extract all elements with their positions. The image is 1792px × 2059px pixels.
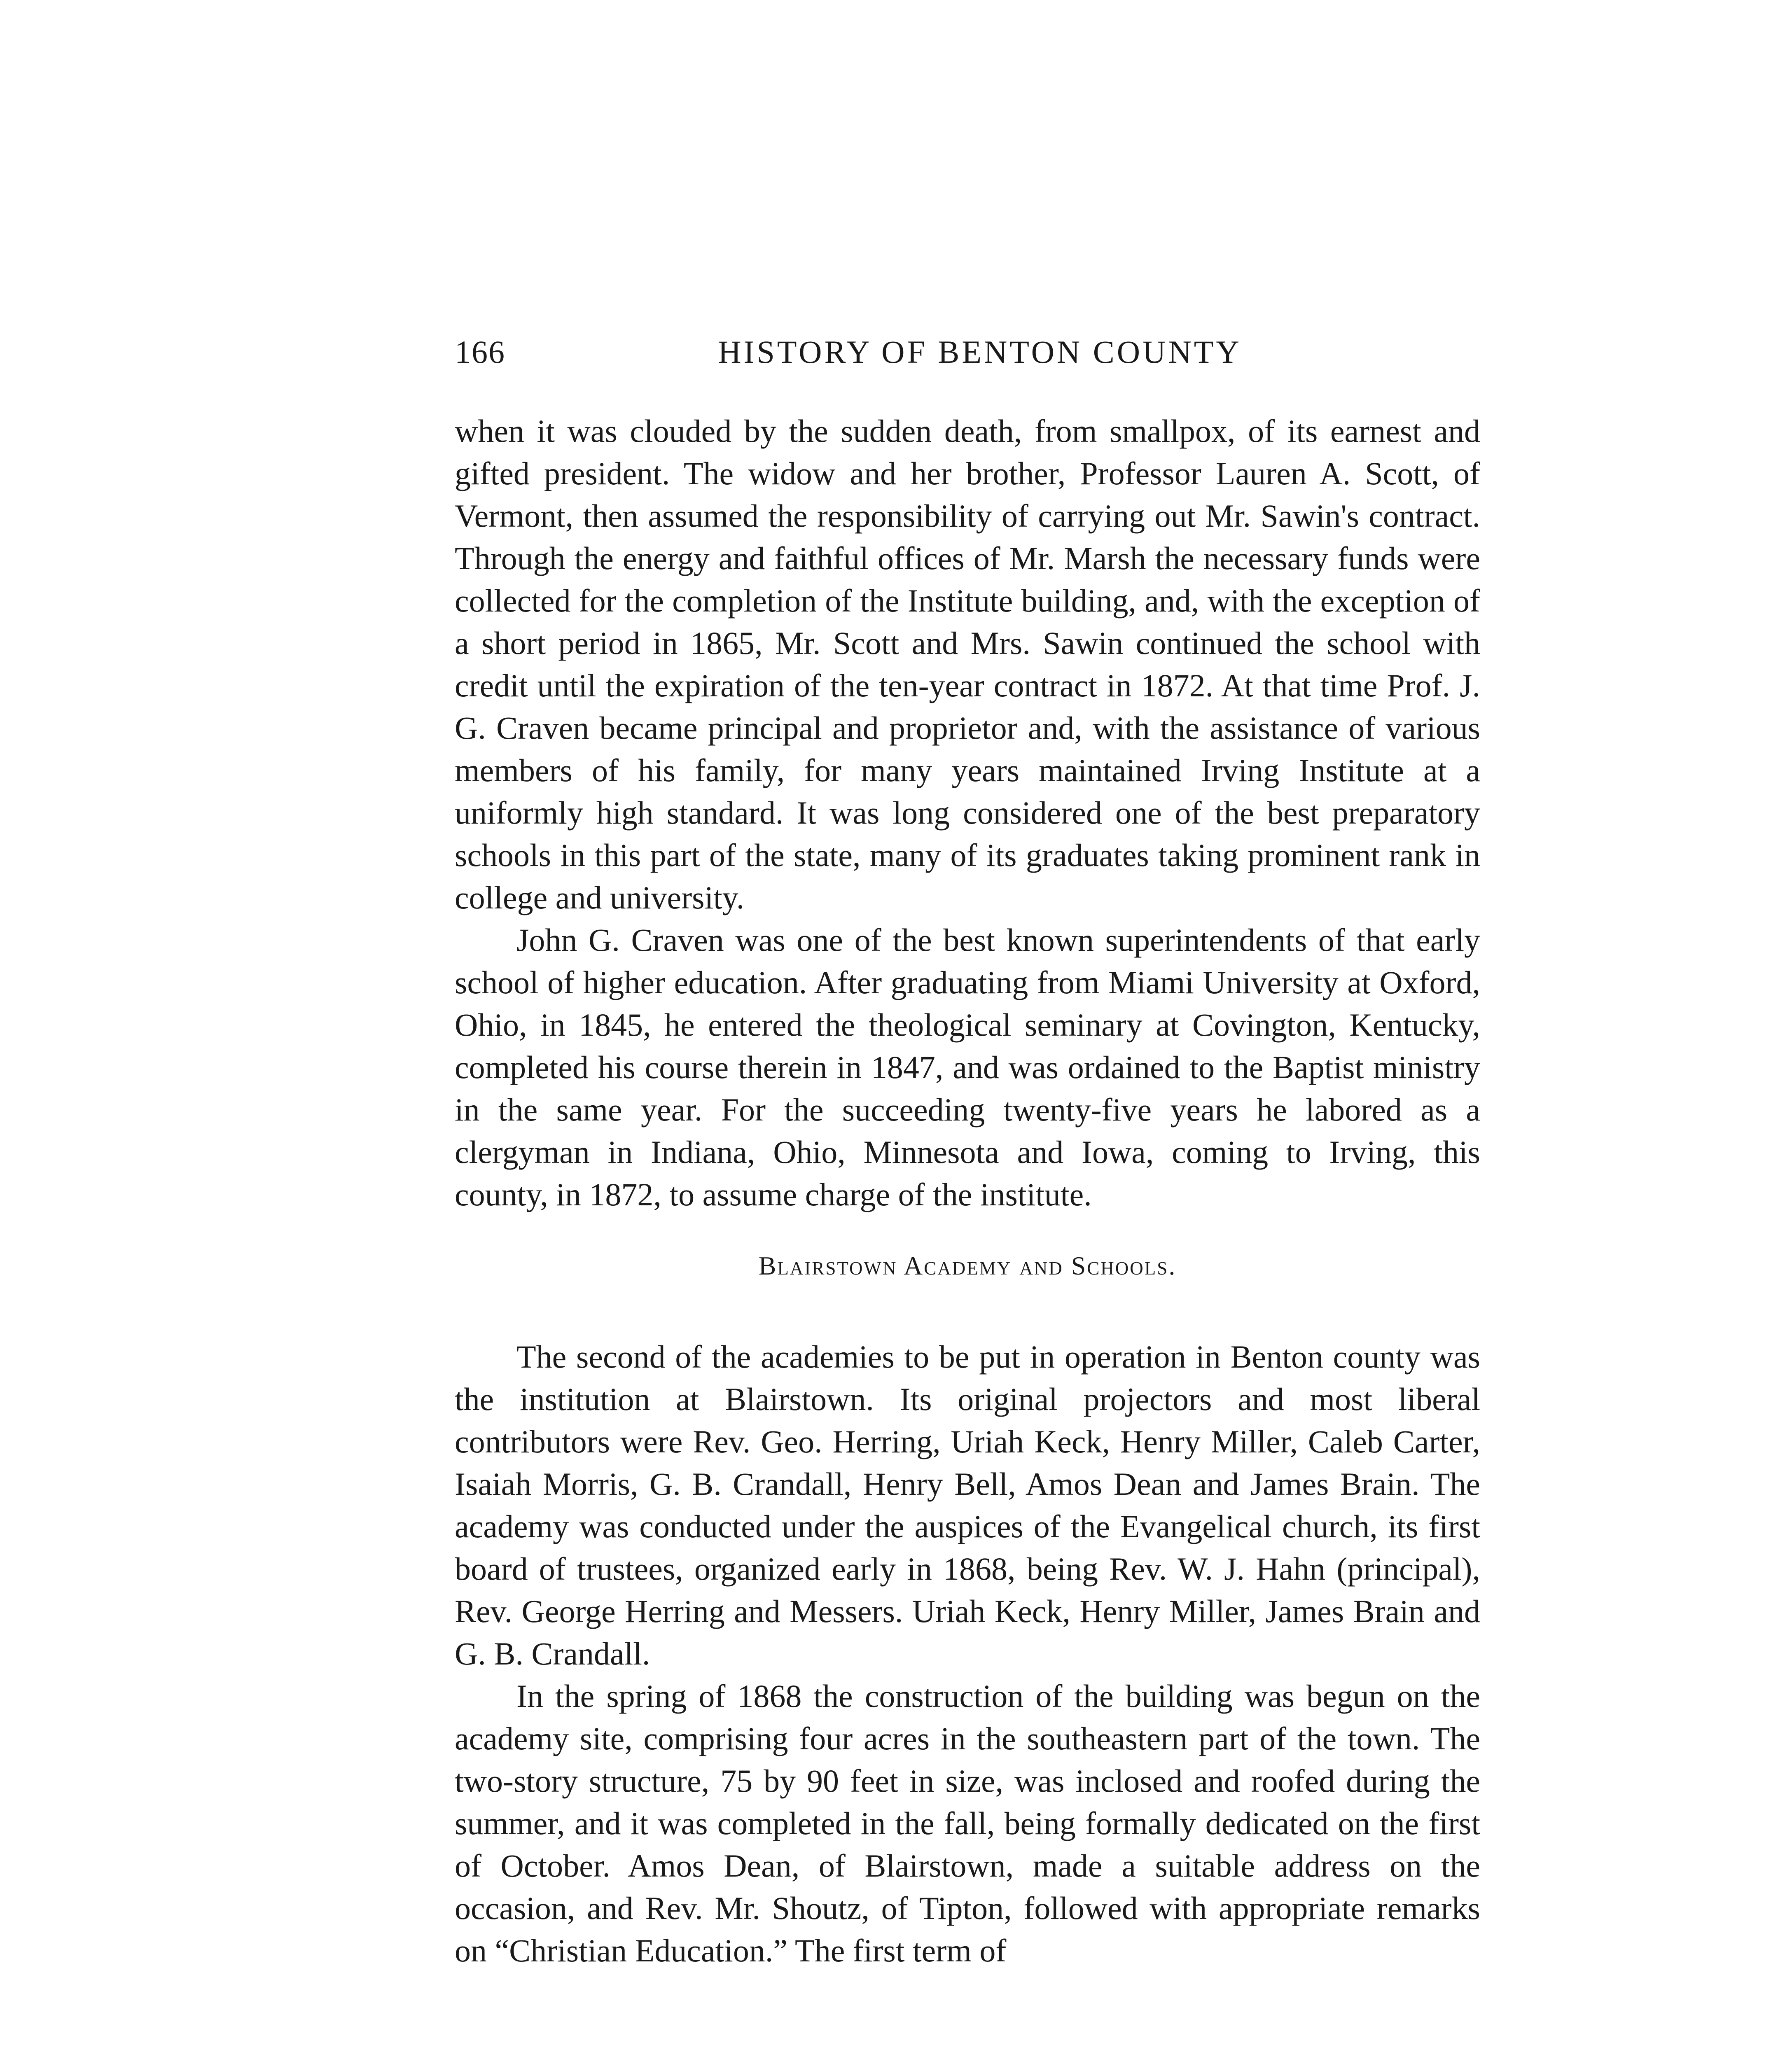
page-number: 166	[455, 334, 505, 370]
paragraph-craven: John G. Craven was one of the best known superintendents of that early school of higher education. After graduating from Miami University at Oxford, Ohio, in 1845, he entered the theological seminary at Covington, Kentucky, completed his course therein in 1847, and was ordained to the Baptist ministry in the same year. For the succeeding twenty-five years he labored as a clergyman in Indiana, Ohio, Minnesota and Iowa, coming to Irving, this county, in 1872, to assume charge of the institute.	[455, 922, 1480, 1212]
running-head: HISTORY OF BENTON COUNTY	[718, 334, 1242, 370]
body-text	[455, 410, 1480, 1972]
section-heading	[455, 1244, 1480, 1287]
paragraph-construction: In the spring of 1868 the construction of the building was begun on the academy site, comprising four acres in the southeastern part of the town. The two-story structure, 75 by 90 feet in size, was inclosed and roofed during the summer, and it was completed in the fall, being formally dedicated on the first of October. Amos Dean, of Blairstown, made a suitable address on the occasion, and Rev. Mr. Shoutz, of Tipton, followed with appropriate remarks on “Christian Education.” The first term of	[455, 1678, 1480, 1968]
paragraph-blairstown-academy: The second of the academies to be put in operation in Benton county was the institution at Blairstown. Its original projectors and most liberal contributors were Rev. Geo. Herring, Uriah Keck, Henry Miller, Caleb Carter, Isaiah Morris, G. B. Crandall, Henry Bell, Amos Dean and James Brain. The academy was conducted under the auspices of the Evangelical church, its first board of trustees, organized early in 1868, being Rev. W. J. Hahn (principal), Rev. George Herring and Messers. Uriah Keck, Henry Miller, James Brain and G. B. Crandall.	[455, 1339, 1480, 1671]
paragraph-continuation: when it was clouded by the sudden death, from smallpox, of its earnest and gifted president. The widow and her brother, Professor Lauren A. Scott, of Vermont, then assumed the responsibility of carrying out Mr. Sawin's contract. Through the energy and faithful offices of Mr. Marsh the necessary funds were collected for the completion of the Institute building, and, with the exception of a short period in 1865, Mr. Scott and Mrs. Sawin continued the school with credit until the expiration of the ten-year contract in 1872. At that time Prof. J. G. Craven became principal and proprietor and, with the assistance of various members of his family, for many years maintained Irving Institute at a uniformly high standard. It was long considered one of the best preparatory schools in this part of the state, many of its graduates taking prominent rank in college and university.	[455, 413, 1480, 915]
section-heading-text: Blairstown Academy and Schools.	[758, 1251, 1177, 1280]
page-header	[455, 329, 1480, 375]
